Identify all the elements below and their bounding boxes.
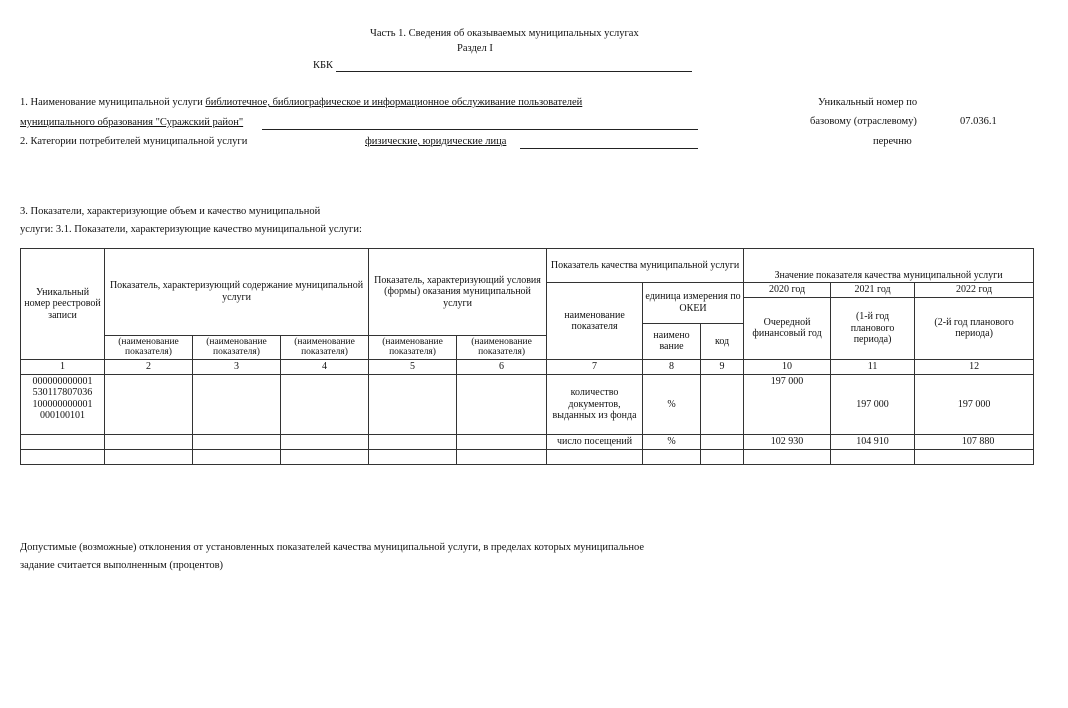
table-row — [21, 434, 1034, 449]
registry-number — [21, 374, 105, 434]
empty-cell — [915, 449, 1034, 464]
column-number-row — [21, 360, 1034, 375]
unit-cell: % — [643, 374, 701, 434]
content-indicator-cell — [193, 374, 281, 434]
subheader-name-3: (наименование показателя) — [193, 335, 281, 360]
condition-indicator-cell — [369, 434, 457, 449]
empty-cell — [701, 449, 744, 464]
part-title: Часть 1. Сведения об оказываемых муниципальных услугах — [370, 28, 639, 39]
registry-number-part: 530117807036 — [32, 387, 93, 399]
table-row — [21, 374, 1034, 434]
empty-cell — [281, 449, 369, 464]
header-content-indicator: Показатель, характеризующий содержание муниципальной услуги — [105, 249, 369, 336]
empty-cell — [369, 449, 457, 464]
consumer-category-label: 2. Категории потребителей муниципальной услуги — [20, 136, 248, 147]
indicator-name-cell: число посещений — [547, 434, 643, 449]
kbk-label: КБК — [313, 60, 334, 71]
kbk-underline — [336, 71, 692, 72]
header-indicator-name: наименование показателя — [547, 283, 643, 360]
subheader-name-5: (наименование показателя) — [369, 335, 457, 360]
okei-code-cell — [701, 434, 744, 449]
header-conditions-indicator: Показатель, характеризующий условия (формы) оказания муниципальной услуги — [369, 249, 547, 336]
service-name-label: 1. Наименование муниципальной услуги — [20, 97, 206, 108]
registry-number-part: 000100101 — [40, 410, 85, 422]
column-number: 10 — [744, 360, 831, 375]
unique-number-label-3: перечню — [873, 136, 912, 147]
column-number: 8 — [643, 360, 701, 375]
registry-number-part: 000000000001 — [32, 375, 93, 387]
consumer-category-value: физические, юридические лица — [365, 136, 507, 147]
section-title: Раздел I — [457, 43, 493, 54]
content-indicator-cell — [105, 434, 193, 449]
deviation-note-line2: задание считается выполненным (процентов) — [20, 560, 224, 571]
condition-indicator-cell — [369, 374, 457, 434]
empty-cell — [547, 449, 643, 464]
value-2021-cell: 104 910 — [831, 434, 915, 449]
service-name-value: библиотечное, библиографическое и информационное обслуживание пользователей — [205, 97, 583, 108]
value-2020-cell: 197 000 — [744, 374, 831, 434]
content-indicator-cell — [193, 434, 281, 449]
empty-cell — [744, 449, 831, 464]
section3-line1: 3. Показатели, характеризующие объем и качество муниципальной — [20, 206, 321, 217]
header-year-2020: 2020 год — [744, 283, 831, 298]
subheader-name-6: (наименование показателя) — [457, 335, 547, 360]
column-number: 5 — [369, 360, 457, 375]
unit-cell: % — [643, 434, 701, 449]
column-number: 11 — [831, 360, 915, 375]
header-plan-year-2: (2-й год планового периода) — [915, 297, 1034, 360]
header-year-2021: 2021 год — [831, 283, 915, 298]
header-unique-number: Уникальный номер реестровой записи — [21, 249, 105, 360]
header-year-2022: 2022 год — [915, 283, 1034, 298]
header-okei-code: код — [701, 323, 744, 360]
header-plan-year-1: (1-й год планового периода) — [831, 297, 915, 360]
quality-indicators-table — [20, 248, 1034, 465]
column-number: 7 — [547, 360, 643, 375]
consumer-category-underline — [520, 148, 698, 149]
subheader-name-4: (наименование показателя) — [281, 335, 369, 360]
service-name-underline — [262, 129, 698, 130]
header-current-year: Очередной финансовый год — [744, 297, 831, 360]
empty-cell — [193, 449, 281, 464]
column-number: 1 — [21, 360, 105, 375]
column-number: 6 — [457, 360, 547, 375]
column-number: 12 — [915, 360, 1034, 375]
content-indicator-cell — [281, 374, 369, 434]
column-number: 2 — [105, 360, 193, 375]
registry-number-part: 100000000001 — [32, 398, 93, 410]
unique-number-label-1: Уникальный номер по — [818, 97, 918, 108]
column-number: 4 — [281, 360, 369, 375]
empty-cell — [831, 449, 915, 464]
empty-cell — [457, 449, 547, 464]
content-indicator-cell — [105, 374, 193, 434]
deviation-note-line1: Допустимые (возможные) отклонения от установленных показателей качества муниципальной услуги, в пределах которых муниципальное — [20, 542, 645, 553]
table-row — [21, 449, 1034, 464]
empty-cell — [105, 449, 193, 464]
section3-line2: услуги: 3.1. Показатели, характеризующие качество муниципальной услуги: — [20, 224, 362, 235]
column-number: 9 — [701, 360, 744, 375]
header-okei-unit: единица измерения по ОКЕИ — [643, 283, 744, 324]
unique-number-value: 07.036.1 — [960, 116, 997, 127]
value-2022-cell: 107 880 — [915, 434, 1034, 449]
unique-number-label-2: базовому (отраслевому) — [810, 116, 917, 127]
empty-cell — [21, 449, 105, 464]
service-name-continuation: муниципального образования "Суражский район" — [20, 117, 244, 128]
empty-cell — [643, 449, 701, 464]
header-okei-name: наимено вание — [643, 323, 701, 360]
value-2022-cell: 197 000 — [915, 374, 1034, 434]
indicator-name-cell: количество документов, выданных из фонда — [547, 374, 643, 434]
content-indicator-cell — [281, 434, 369, 449]
value-2021-cell: 197 000 — [831, 374, 915, 434]
header-quality-indicator: Показатель качества муниципальной услуги — [547, 249, 744, 283]
value-2020-cell: 102 930 — [744, 434, 831, 449]
service-name-row — [20, 97, 582, 108]
column-number: 3 — [193, 360, 281, 375]
condition-indicator-cell — [457, 374, 547, 434]
okei-code-cell — [701, 374, 744, 434]
registry-number — [21, 434, 105, 449]
header-quality-value: Значение показателя качества муниципальной услуги — [744, 249, 1034, 283]
subheader-name-2: (наименование показателя) — [105, 335, 193, 360]
condition-indicator-cell — [457, 434, 547, 449]
